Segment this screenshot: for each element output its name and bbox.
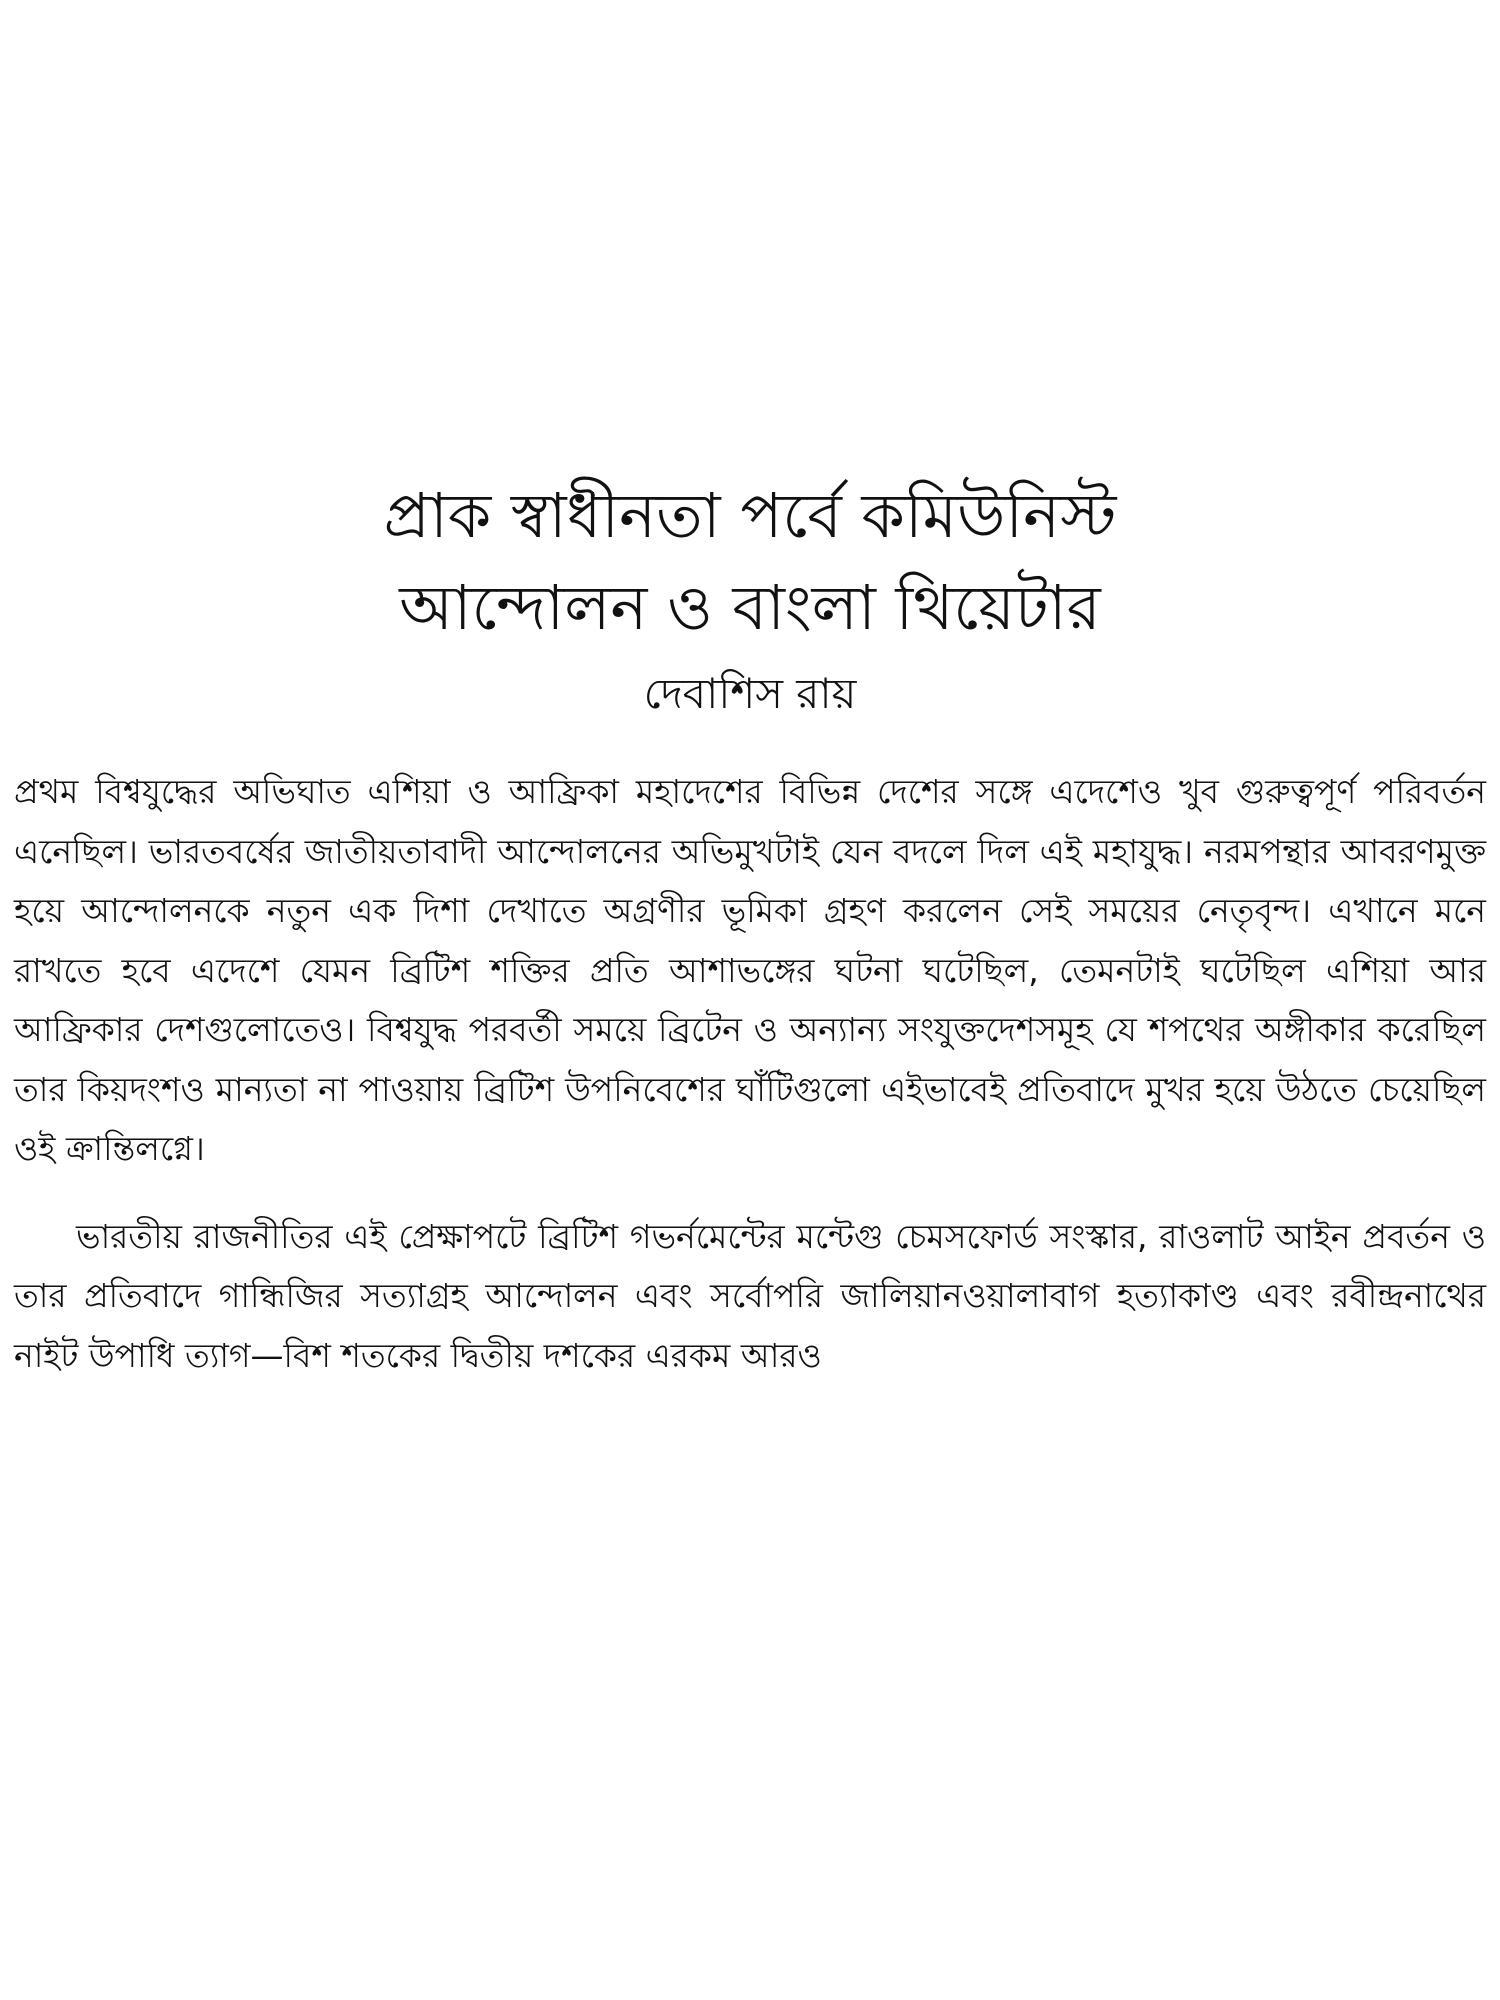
author-name: দেবাশিস রায়	[643, 669, 857, 718]
paragraph-1: প্রথম বিশ্বযুদ্ধের অভিঘাত এশিয়া ও আফ্রিকা মহাদেশের বিভিন্ন দেশের সঙ্গে এদেশেও খুব গুরুত্বপূর্ণ পরিবর্তন এনেছিল। ভারতবর্ষের জাতীয়তাবাদী আন্দোলনের অভিমুখটাই যেন বদলে দিল এই মহাযুদ্ধ। নরমপন্থার আবরণমুক্ত হয়ে আন্দোলনকে নতুন এক দিশা দেখাতে অগ্রণীর ভূমিকা গ্রহণ করলেন সেই সময়ের নেতৃবৃন্দ। এখানে মনে রাখতে হবে এদেশে যেমন ব্রিটিশ শক্তির প্রতি আশাভঙ্গের ঘটনা ঘটেছিল, তেমনটাই ঘটেছিল এশিয়া আর আফ্রিকার দেশগুলোতেও। বিশ্বযুদ্ধ পরবর্তী সময়ে ব্রিটেন ও অন্যান্য সংযুক্তদেশসমূহ যে শপথের অঙ্গীকার করেছিল তার কিয়দংশও মান্যতা না পাওয়ায় ব্রিটিশ উপনিবেশের ঘাঁটিগুলো এইভাবেই প্রতিবাদে মুখর হয়ে উঠতে চেয়েছিল ওই ক্রান্তিলগ্নে।	[14, 772, 1486, 1168]
title-line-1: প্রাক স্বাধীনতা পর্বে কমিউনিস্ট	[383, 479, 1117, 552]
body-text	[14, 762, 1486, 1385]
title-block	[0, 470, 1500, 724]
paragraph-2: ভারতীয় রাজনীতির এই প্রেক্ষাপটে ব্রিটিশ গভর্নমেন্টের মন্টেগু চেমসফোর্ড সংস্কার, রাওলাট আইন প্রবর্তন ও তার প্রতিবাদে গান্ধিজির সত্যাগ্রহ আন্দোলন এবং সর্বোপরি জালিয়ানওয়ালাবাগ হত্যাকাণ্ড এবং রবীন্দ্রনাথের নাইট উপাধি ত্যাগ—বিশ শতকের দ্বিতীয় দশকের এরকম আরও	[14, 1216, 1486, 1375]
title-line-2: আন্দোলন ও বাংলা থিয়েটার	[399, 571, 1101, 644]
